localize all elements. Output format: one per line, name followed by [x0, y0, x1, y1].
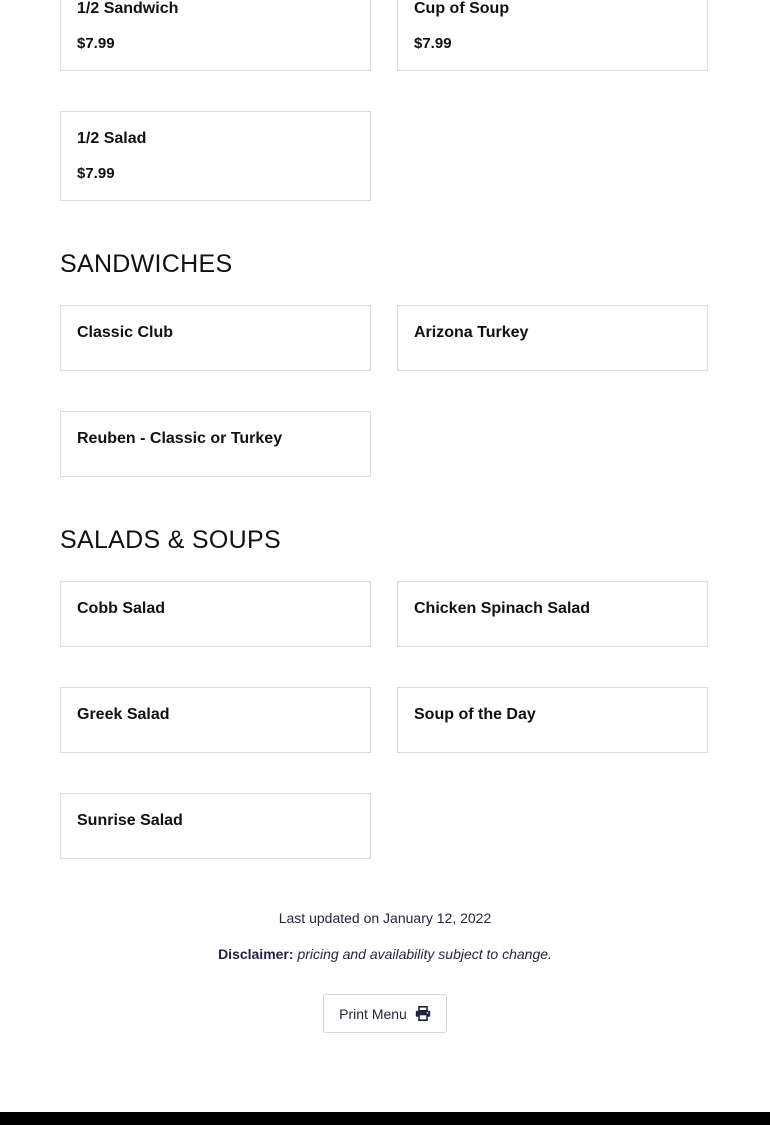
- menu-item-card: [397, 581, 708, 647]
- menu-item-card: [397, 0, 708, 71]
- menu-item-name: Soup of the Day: [414, 706, 536, 723]
- disclaimer: [0, 945, 770, 963]
- menu-item-name: 1/2 Salad: [77, 130, 147, 147]
- menu-item-name: Sunrise Salad: [77, 812, 183, 829]
- menu-item-name: Cup of Soup: [414, 0, 510, 17]
- menu-item-card: [60, 411, 371, 477]
- menu-item-name: Cobb Salad: [77, 600, 166, 617]
- menu-item-card: [60, 793, 371, 859]
- print-menu-button[interactable]: [323, 994, 447, 1033]
- section-title-sandwiches: SANDWICHES: [60, 250, 233, 278]
- menu-item-price: $7.99: [77, 35, 115, 52]
- disclaimer-label: Disclaimer:: [218, 946, 294, 962]
- menu-item-name: Greek Salad: [77, 706, 170, 723]
- menu-item-card: [397, 687, 708, 753]
- menu-item-card: [397, 305, 708, 371]
- disclaimer-text: pricing and availability subject to change.: [297, 946, 552, 962]
- menu-item-name: 1/2 Sandwich: [77, 0, 179, 17]
- menu-item-card: [60, 111, 371, 201]
- menu-item-card: [60, 581, 371, 647]
- menu-item-name: Classic Club: [77, 324, 174, 341]
- menu-item-card: [60, 687, 371, 753]
- menu-item-name: Reuben - Classic or Turkey: [77, 430, 283, 447]
- menu-item-card: [60, 305, 371, 371]
- menu-item-name: Chicken Spinach Salad: [414, 600, 591, 617]
- print-menu-label: Print Menu: [339, 1005, 407, 1022]
- section-title-salads-soups: SALADS & SOUPS: [60, 526, 281, 554]
- menu-item-card: [60, 0, 371, 71]
- menu-item-price: $7.99: [77, 165, 115, 182]
- footer-bar: [0, 1112, 770, 1125]
- menu-item-name: Arizona Turkey: [414, 324, 529, 341]
- print-icon: [415, 1006, 431, 1021]
- menu-item-price: $7.99: [414, 35, 452, 52]
- last-updated-text: Last updated on January 12, 2022: [278, 910, 492, 926]
